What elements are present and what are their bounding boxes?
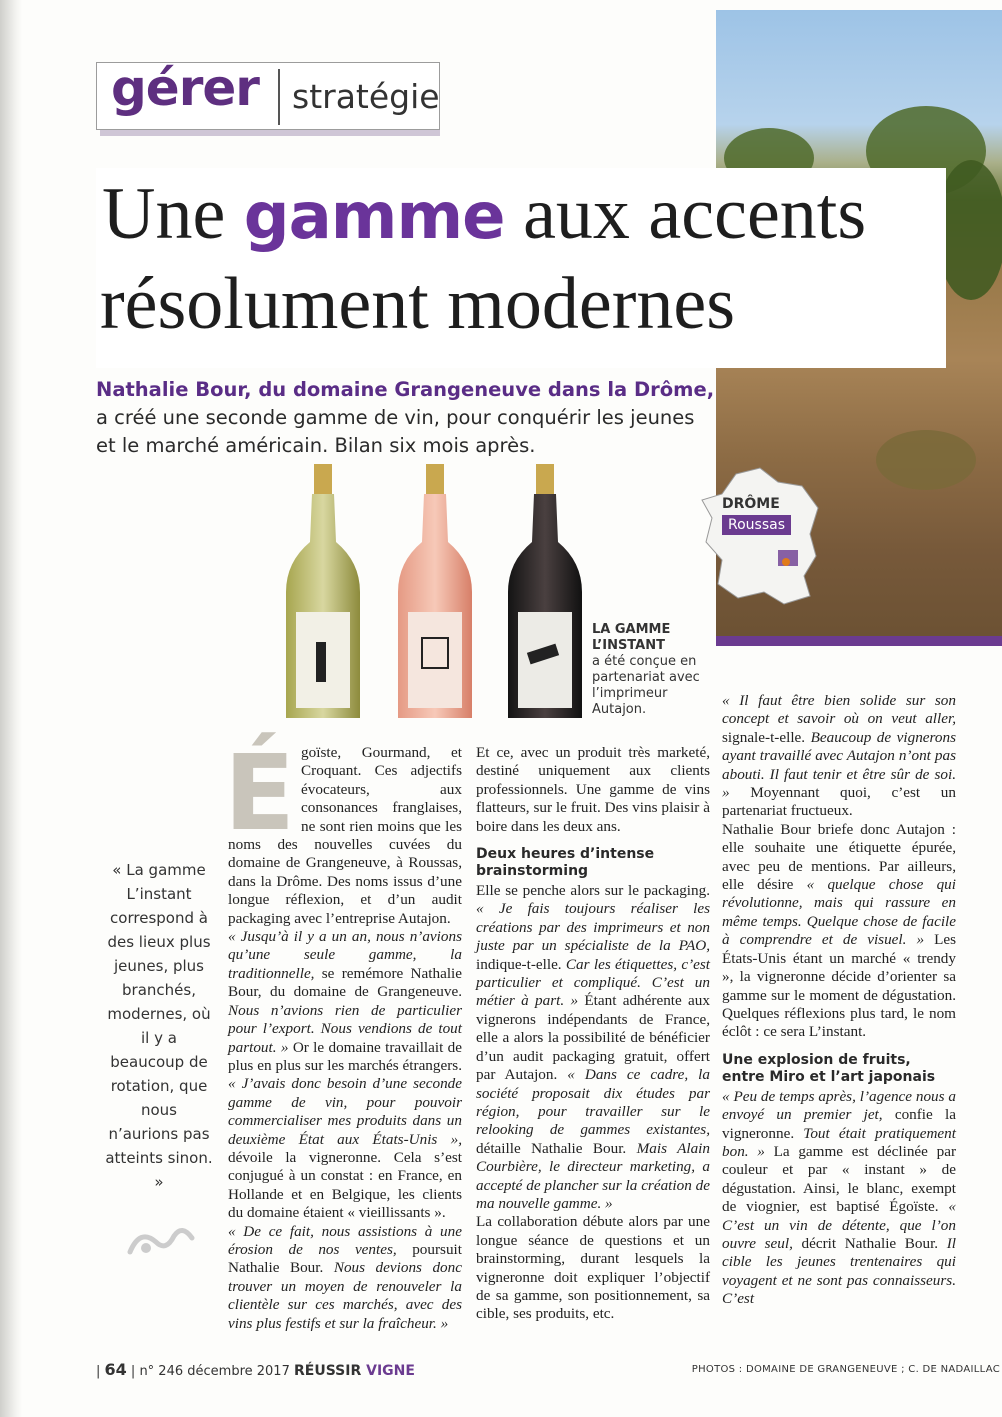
rose-wine-bottle bbox=[398, 464, 472, 718]
france-outline-icon bbox=[698, 464, 828, 614]
standfirst-text: a créé une seconde gamme de vin, pour conquérir les jeunes et le marché américain. Bilan six mois après. bbox=[96, 406, 695, 457]
quote-text: « Il faut être bien solide sur son concept et savoir où on veut aller, bbox=[722, 692, 956, 728]
paragraph-text: se remémore Nathalie Bour, du domaine de Grangeneuve. bbox=[228, 964, 462, 1001]
quote-text: « De ce fait, nous assistions à une érosion de nos ventes, bbox=[228, 1222, 462, 1258]
footer-bar: | bbox=[96, 1364, 105, 1379]
photo-accent-band bbox=[716, 636, 1002, 646]
article-paragraph bbox=[476, 882, 710, 1213]
paragraph-text: décrit Nathalie Bour. bbox=[792, 1234, 947, 1252]
paragraph-text: Or le domaine travaillait de plus en plus sur les marchés étrangers. bbox=[228, 1038, 462, 1074]
paragraph-text: Et ce, avec un produit très marketé, destiné uniquement aux clients professionnels. Une gamme de vins flatteurs, sur le fruit. Des vins plaisir à boire dans les deux ans. bbox=[476, 744, 710, 835]
issue-info: n° 246 décembre 2017 bbox=[139, 1364, 290, 1379]
subheading: Deux heures d’intense brainstorming bbox=[476, 846, 655, 880]
headline-text: Une bbox=[102, 173, 244, 255]
article-paragraph bbox=[476, 744, 710, 836]
article-column-2 bbox=[476, 744, 710, 1324]
map-town-label: Roussas bbox=[722, 515, 791, 535]
quote-text: Il cible les jeunes trentenaires qui voyagent et ne sont pas connaisseurs. C’est bbox=[722, 1234, 956, 1308]
headline-line-1 bbox=[102, 174, 866, 257]
paragraph-text: La collaboration débute alors par une longue séance de questions et un brainstorming, durant lesquels la vigneronne doit expliquer l’objectif de sa gamme, son positionnement, sa cible, ses produits, etc. bbox=[476, 1213, 710, 1323]
photo-credit: PHOTOS : DOMAINE DE GRANGENEUVE ; C. DE NADAILLAC bbox=[691, 1364, 1000, 1375]
section-tab bbox=[96, 59, 440, 130]
paragraph-text: goïste, Gourmand, et Croquant. Ces adjectifs évocateurs, aux consonances franglaises, ne sont rien moins que les noms des nouvelles cuvées du domaine de Grangeneuve, à Roussas, dans la Drôme. Des noms issus d’une longue réflexion, et d’un audit packaging avec l’entreprise Autajon. bbox=[228, 744, 462, 927]
magazine-name-part: VIGNE bbox=[366, 1363, 415, 1379]
article-paragraph bbox=[228, 1223, 462, 1333]
subheading: Une explosion de fruits, entre Miro et l’art japonais bbox=[722, 1051, 936, 1085]
caption-text: a été conçue en partenariat avec l’imprimeur Autajon. bbox=[592, 654, 700, 717]
article-paragraph bbox=[722, 692, 956, 821]
section-tab-shadow bbox=[100, 130, 440, 136]
quote-text: Beaucoup de vignerons ayant travaillé avec Autajon n’ont pas abouti. Il faut tenir et être sûr de soi. » bbox=[722, 728, 956, 802]
quote-text: « J’avais donc besoin d’une seconde gamme de vin, pour pouvoir commercialiser mes produits dans un deuxième État aux États-Unis », bbox=[228, 1075, 462, 1148]
article-paragraph bbox=[476, 1213, 710, 1323]
page-binding-shadow bbox=[0, 0, 22, 1417]
paragraph-text: Étant adhérente aux vignerons indépendants de France, elle a alors la possibilité de bénéficier d’un audit packaging gratuit, offert par Autajon. bbox=[476, 992, 710, 1084]
caption-title: LA GAMME bbox=[592, 622, 671, 637]
page-footer bbox=[96, 1360, 1002, 1384]
ornament-flourish-icon bbox=[126, 1222, 196, 1262]
section-subrubric: stratégie bbox=[292, 77, 440, 116]
article-paragraph bbox=[228, 928, 462, 1223]
paragraph-text: poursuit Nathalie Bour. bbox=[228, 1240, 462, 1277]
quote-text: Car les étiquettes, c’est particulier et compliqué. C’est un métier à part. » bbox=[476, 955, 711, 1010]
quote-text: Nous devions donc trouver un moyen de renouveler la clientèle sur ces marchés, avec des vins plus festifs et sur la fraîcheur. » bbox=[228, 1259, 462, 1332]
quote-text: « Peu de temps après, l’agence nous a envoyé un premier jet, bbox=[722, 1087, 956, 1124]
section-divider bbox=[278, 69, 280, 125]
article-column-3 bbox=[722, 692, 956, 1309]
headline-line-2: résolument modernes bbox=[100, 263, 735, 345]
quote-text: Nous n’avions rien de particulier pour l’export. Nous vendions de tout partout. » bbox=[228, 1001, 462, 1056]
paragraph-text: Nathalie Bour briefe donc Autajon : elle souhaite une étiquette épurée, avec peu de mentions. Par ailleurs, elle désire bbox=[722, 820, 956, 894]
paragraph-text: signale-t-elle. bbox=[722, 728, 811, 746]
article-paragraph bbox=[722, 821, 956, 1042]
article-paragraph bbox=[722, 1088, 956, 1309]
france-map bbox=[698, 464, 828, 614]
paragraph-text: Moyennant quoi, c’est un partenariat fructueux. bbox=[722, 784, 956, 820]
paragraph-text: Elle se penche alors sur le packaging. bbox=[476, 882, 710, 900]
quote-text: Tout était pratiquement bon. » bbox=[722, 1124, 956, 1160]
quote-text: « Je fais toujours réaliser les créations par des imprimeurs et non juste par un spécialiste de la PAO, bbox=[476, 900, 710, 955]
section-rubric: gérer bbox=[111, 59, 259, 117]
paragraph-text: Les États-Unis étant un marché « trendy », la vigneronne décide d’orienter sa gamme sur le moment de dégustation. Quelques réflexions plus tard, le nom éclôt : ce sera L’instant. bbox=[722, 931, 956, 1041]
paragraph-text: dévoile la vigneronne. Cela s’est conjugué à un constat : en France, en Hollande et en Belgique, les clients du domaine étaient « vieillissants ». bbox=[228, 1148, 462, 1222]
quote-text: Mais Alain Courbière, le directeur marketing, a accepté de plancher sur la création de ma nouvelle gamme. » bbox=[476, 1139, 710, 1212]
map-region-label: DRÔME bbox=[722, 496, 780, 512]
paragraph-text: indique-t-elle. bbox=[476, 955, 566, 973]
quote-text: « C’est un vin de détente, que l’on ouvre seul, bbox=[722, 1198, 956, 1252]
paragraph-text: La gamme est déclinée par couleur et par « instant » de dégustation. Ainsi, le blanc, exempt de viognier, est baptisé Égoïste. bbox=[722, 1142, 957, 1216]
caption-title: L’INSTANT bbox=[592, 638, 665, 653]
page-number: 64 bbox=[104, 1360, 127, 1379]
photo-caption bbox=[592, 622, 714, 718]
quote-text: « Dans ce cadre, la société proposait dix études par région, pour travailler sur le relooking de gammes existantes, bbox=[476, 1066, 710, 1139]
headline-text: aux accents bbox=[504, 173, 867, 255]
headline bbox=[96, 168, 946, 368]
paragraph-text: détaille Nathalie Bour. bbox=[476, 1139, 637, 1157]
quote-text: « quelque chose qui révolutionne, mais qui rassure en même temps. Quelque chose de facile à comprendre et de visuel. » bbox=[722, 876, 956, 949]
magazine-name-part: RÉUSSIR bbox=[293, 1363, 362, 1379]
article-paragraph bbox=[224, 732, 462, 928]
footer-bar: | bbox=[126, 1364, 140, 1379]
wine-bottles-image bbox=[286, 462, 586, 724]
magazine-name bbox=[294, 1363, 415, 1379]
drop-cap: É bbox=[224, 732, 296, 854]
standfirst-lead: Nathalie Bour, du domaine Grangeneuve dans la Drôme, bbox=[96, 378, 715, 401]
quote-text: « Jusqu’à il y a un an, nous n’avions qu’une seule gamme, la traditionnelle, bbox=[228, 928, 462, 982]
red-wine-bottle bbox=[508, 464, 582, 718]
standfirst bbox=[96, 376, 720, 460]
article-column-1 bbox=[224, 732, 462, 1333]
white-wine-bottle bbox=[286, 464, 360, 718]
headline-accent-word: gamme bbox=[243, 180, 505, 254]
pull-quote: « La gamme L’instant correspond à des lieux plus jeunes, plus branchés, modernes, où il y a beaucoup de rotation, que nous n’aurions pas atteints sinon. » bbox=[105, 861, 213, 1191]
paragraph-text: confie la vigneronne. bbox=[722, 1106, 956, 1142]
